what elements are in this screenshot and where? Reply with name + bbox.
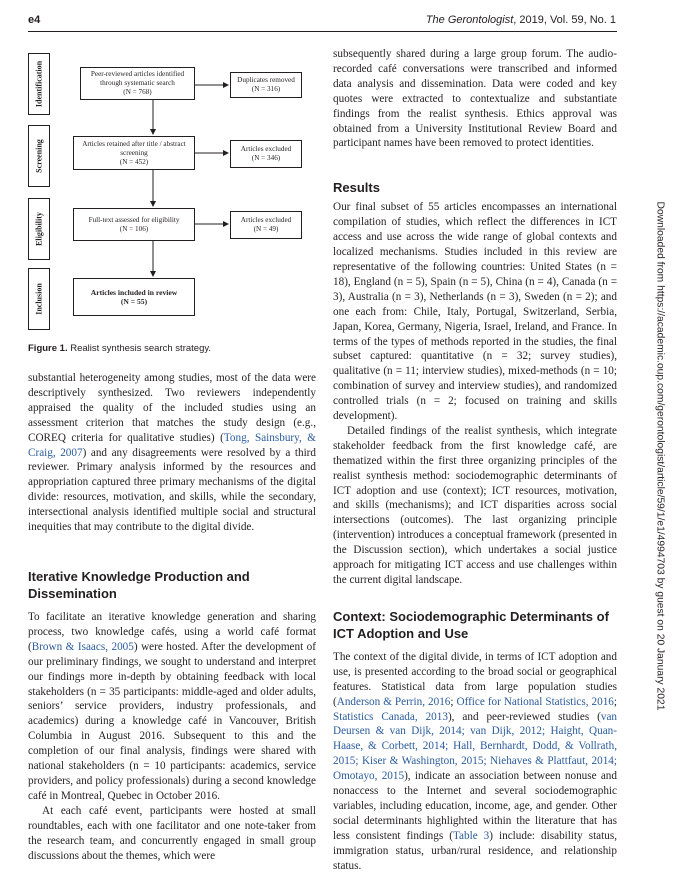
page-label: e4 bbox=[28, 14, 41, 26]
prisma-flowchart bbox=[28, 50, 318, 338]
citation-link[interactable]: Tong, Sainsbury, & Craig, 2007 bbox=[28, 431, 316, 459]
citation-link[interactable]: Brown & Isaacs, 2005 bbox=[31, 640, 134, 653]
box-included: Articles included in review (N = 55) bbox=[73, 278, 195, 316]
left-column bbox=[28, 371, 316, 535]
table-reference-link[interactable]: Table 3 bbox=[452, 829, 490, 842]
stage-inclusion: Inclusion bbox=[28, 268, 50, 330]
stage-screening: Screening bbox=[28, 125, 50, 187]
left-paragraph-3: At each café event, participants were hosted at small roundtables, each with one facilitator and one note-taker from the research team, and concurrently engaged in small group discussions about the themes, which were bbox=[28, 804, 316, 862]
results-paragraph-2: Detailed findings of the realist synthesis, which integrate stakeholder feedback from the first knowledge café, are thematized within the first three organizing principles of the realist synthesis method: sociodemographic determinants of ICT adoption and use (context); ICT resources, motivation, and skills (mechanisms); and ICT disparities across social intersections (outcomes). The last organizing principle (intervention) introduces a conceptual framework (presented in the Discussion section), which undertakes a social justice approach for mitigating ICT access and use challenges within the current digital landscape. bbox=[333, 424, 617, 586]
journal-issue: , 2019, Vol. 59, No. 1 bbox=[513, 14, 616, 26]
journal-citation bbox=[426, 14, 616, 26]
section-heading-iterative: Iterative Knowledge Production and Dissemination bbox=[28, 569, 250, 601]
citation-link[interactable]: Office for National Statistics, 2016 bbox=[456, 695, 614, 708]
results-heading: Results bbox=[333, 180, 380, 196]
context-paragraph: The context of the digital divide, in terms of ICT adoption and use, is presented according to the broad social or geographical features. Statistical data from large population studies (Anderson & Perrin, 2016; Office for National Statistics, 2016; Statistics Canada, 2013), and peer-reviewed studies (van Deursen & van Dijk, 2014; van Dijk, 2012; Haight, Quan-Haase, & Corbett, 2014; Hall, Bernhardt, Dodd, & Vollrath, 2015; Kiser & Washington, 2015; Niehaves & Plattfaut, 2014; Omotayo, 2015), indicate an association between nonuse and nonaccess to the Internet and several sociodemographic variables, including education, income, age, and gender. Other social determinants highlighted within the literature that has less consistent findings (Table 3) include: disability status, immigration status, urban/rural residence, and relationship status. bbox=[333, 650, 618, 872]
citation-link[interactable]: van Deursen & van Dijk, 2014; van Dijk, 2012; Haight, Quan-Haase, & Corbett, 2014; Hall, Bernhardt, Dodd, & Vollrath, 2015; Kiser & Washington, 2015; Niehaves & Plattfaut, 2014; Omotayo, 2015 bbox=[333, 710, 617, 783]
figure-caption-text: Realist synthesis search strategy. bbox=[70, 343, 212, 354]
box-excluded-1: Articles excluded (N = 346) bbox=[230, 140, 302, 168]
download-watermark: Downloaded from https://academic.oup.com/gerontologist/article/59/1/e1/4994703 by guest on 20 January 2021 bbox=[654, 201, 666, 711]
figure-caption bbox=[28, 343, 211, 354]
right-column bbox=[333, 47, 617, 874]
box-retained: Articles retained after title / abstract screening (N = 452) bbox=[73, 136, 195, 170]
box-identified: Peer-reviewed articles identified through systematic search (N = 768) bbox=[80, 67, 195, 100]
header-rule bbox=[28, 31, 617, 32]
left-column-section bbox=[28, 568, 316, 863]
left-paragraph-2: To facilitate an iterative knowledge generation and sharing process, two knowledge cafés, using a world café format (Brown & Isaacs, 2005) were hosted. After the development of our preliminary findings, we sought to understand and interpret our findings more in-depth by obtaining feedback with local stakeholders (n = 35 participants: middle-aged and older adults, seniors’ service providers, industry professionals, and academics) during a knowledge café in Vancouver, British Columbia in August 2016. Subsequent to this and the completion of our final analysis, findings were shared with national stakeholders (n = 10 participants: academics, service providers, and policy professionals) during a second knowledge café in Montreal, Quebec in October 2016. bbox=[28, 611, 316, 802]
context-heading: Context: Sociodemographic Determinants of ICT Adoption and Use bbox=[333, 608, 609, 641]
box-duplicates: Duplicates removed (N = 316) bbox=[230, 72, 302, 98]
results-paragraph-1: Our final subset of 55 articles encompasses an international compilation of studies, which reflect the differences in ICT access and use across the wide range of global contexts and localized mechanisms. Studies included in this review are representative of the following countries: United States (n = 18), England (n = 5), Spain (n = 5), China (n = 4), Canada (n = 3), Australia (n = 3), Netherlands (n = 3), Sweden (n = 2); and one each from: Chile, Italy, Portugal, Switzerland, Serbia, Japan, Korea, Germany, Nigeria, Israel, Ireland, and France. In terms of the types of methods reported in the studies, the final subset captured: quantitative (n = 32; survey studies), qualitative (n = 11; interview studies), mixed-methods (n = 10; combination of survey and interview studies), and randomized controlled trials (n = 2; focused on training and skills development). bbox=[333, 201, 617, 423]
citation-link[interactable]: Anderson & Perrin, 2016 bbox=[336, 695, 451, 708]
figure-caption-label: Figure 1. bbox=[28, 343, 68, 354]
stage-eligibility: Eligibility bbox=[28, 198, 50, 260]
left-paragraph-1: substantial heterogeneity among studies, most of the data were descriptively synthesized. Two reviewers independently appraised the quality of the included studies using an assessment criterion that matches the study design (e.g., COREQ criteria for qualitative studies) (Tong, Sainsbury, & Craig, 2007) and any disagreements were resolved by a third reviewer. Primary analysis informed by the resources and appropriation captured three primary mechanisms of the digital divide: resources, motivation, and skills, while the secondary, intersectional analysis identified multiple social and structural inequities that may contribute to the digital divide. bbox=[28, 372, 316, 534]
box-excluded-2: Articles excluded (N = 49) bbox=[230, 211, 302, 239]
stage-identification: Identification bbox=[28, 53, 50, 115]
citation-link[interactable]: Statistics Canada, 2013 bbox=[333, 710, 448, 723]
right-paragraph-0: subsequently shared during a large group forum. The audio-recorded café conversations were transcribed and informed data analysis and dissemination. Data were coded and key quotes were extracted to contextualize and substantiate findings from the realist synthesis. Ethics approval was obtained from a University Institutional Review Board and participant names have been removed to protect identities. bbox=[333, 48, 617, 150]
journal-name: The Gerontologist bbox=[425, 14, 514, 26]
box-fulltext: Full-text assessed for eligibility (N = 106) bbox=[73, 208, 195, 241]
